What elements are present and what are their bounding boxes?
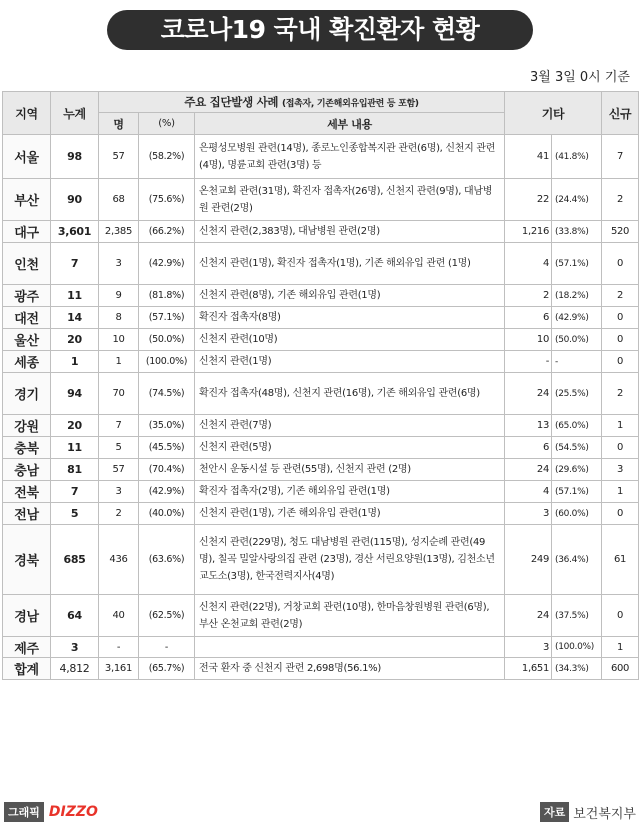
graphic-brand-logo: DIZZO [48,804,98,820]
table-row [3,415,639,437]
detail-cell: 신천지 관련(1명), 기존 해외유입 관련(1명) [195,503,505,525]
new-cases-cell: 0 [602,503,639,525]
table-row [3,481,639,503]
count-cell: 3 [99,481,139,503]
header-group-note: (접촉자, 기존해외유입관련 등 포함) [281,99,419,109]
percent-cell: - [139,637,195,658]
region-cell: 경북 [3,525,51,595]
etc-count-cell: 24 [505,373,552,415]
etc-percent-cell: (42.9%) [552,307,602,329]
etc-percent-cell: (36.4%) [552,525,602,595]
etc-count-cell: 13 [505,415,552,437]
etc-percent-cell: (100.0%) [552,637,602,658]
table-row [3,285,639,307]
etc-percent-cell: (18.2%) [552,285,602,307]
header-etc: 기타 [505,92,602,135]
graphic-label: 그래픽 [4,802,44,822]
new-cases-cell: 0 [602,307,639,329]
count-cell: 1 [99,351,139,373]
table-row [3,503,639,525]
header-total: 누계 [51,92,99,135]
detail-cell: 신천지 관련(10명) [195,329,505,351]
etc-count-cell: 3 [505,637,552,658]
etc-count-cell: - [505,351,552,373]
detail-cell: 신천지 관련(7명) [195,415,505,437]
count-cell: 57 [99,459,139,481]
etc-percent-cell: (25.5%) [552,373,602,415]
region-cell: 부산 [3,179,51,221]
total-cell: 3,601 [51,221,99,243]
new-cases-cell: 0 [602,437,639,459]
etc-count-cell: 1,651 [505,658,552,680]
region-cell: 전북 [3,481,51,503]
percent-cell: (62.5%) [139,595,195,637]
detail-cell: 신천지 관련(1명) [195,351,505,373]
etc-percent-cell: (29.6%) [552,459,602,481]
etc-count-cell: 2 [505,285,552,307]
etc-percent-cell: - [552,351,602,373]
table-row [3,595,639,637]
detail-cell: 확진자 접촉자(2명), 기존 해외유입 관련(1명) [195,481,505,503]
count-cell: 5 [99,437,139,459]
table-row [3,525,639,595]
total-cell: 20 [51,415,99,437]
detail-cell: 확진자 접촉자(48명), 신천지 관련(16명), 기존 해외유입 관련(6명) [195,373,505,415]
header-pct: (%) [139,113,195,135]
etc-count-cell: 4 [505,481,552,503]
total-cell: 3 [51,637,99,658]
new-cases-cell: 61 [602,525,639,595]
total-cell: 81 [51,459,99,481]
region-cell: 제주 [3,637,51,658]
percent-cell: (42.9%) [139,243,195,285]
region-cell: 강원 [3,415,51,437]
count-cell: 7 [99,415,139,437]
percent-cell: (74.5%) [139,373,195,415]
etc-percent-cell: (54.5%) [552,437,602,459]
table-row [3,329,639,351]
etc-count-cell: 10 [505,329,552,351]
detail-cell: 온천교회 관련(31명), 확진자 접촉자(26명), 신천지 관련(9명), 대남병원 관련(2명) [195,179,505,221]
region-cell: 대전 [3,307,51,329]
etc-percent-cell: (34.3%) [552,658,602,680]
total-cell: 90 [51,179,99,221]
count-cell: - [99,637,139,658]
page-title: 코로나19 국내 확진환자 현황 [107,10,533,50]
etc-percent-cell: (57.1%) [552,243,602,285]
etc-count-cell: 22 [505,179,552,221]
source-label: 자료 [540,802,569,822]
etc-count-cell: 1,216 [505,221,552,243]
region-cell: 충북 [3,437,51,459]
etc-count-cell: 6 [505,307,552,329]
new-cases-cell: 7 [602,135,639,179]
count-cell: 57 [99,135,139,179]
detail-cell: 전국 환자 중 신천지 관련 2,698명(56.1%) [195,658,505,680]
new-cases-cell: 0 [602,351,639,373]
percent-cell: (75.6%) [139,179,195,221]
total-cell: 4,812 [51,658,99,680]
percent-cell: (40.0%) [139,503,195,525]
total-cell: 94 [51,373,99,415]
detail-cell: 신천지 관련(22명), 거창교회 관련(10명), 한마음창원병원 관련(6명), 부산 온천교회 관련(2명) [195,595,505,637]
new-cases-cell: 1 [602,415,639,437]
etc-percent-cell: (41.8%) [552,135,602,179]
total-cell: 64 [51,595,99,637]
percent-cell: (65.7%) [139,658,195,680]
table-row [3,307,639,329]
new-cases-cell: 3 [602,459,639,481]
percent-cell: (66.2%) [139,221,195,243]
percent-cell: (100.0%) [139,351,195,373]
count-cell: 436 [99,525,139,595]
table-row [3,221,639,243]
count-cell: 2,385 [99,221,139,243]
region-cell: 세종 [3,351,51,373]
percent-cell: (42.9%) [139,481,195,503]
percent-cell: (63.6%) [139,525,195,595]
total-cell: 11 [51,437,99,459]
etc-count-cell: 6 [505,437,552,459]
header-group [99,92,505,113]
percent-cell: (57.1%) [139,307,195,329]
percent-cell: (81.8%) [139,285,195,307]
total-cell: 685 [51,525,99,595]
cases-table [2,91,639,680]
count-cell: 3,161 [99,658,139,680]
percent-cell: (58.2%) [139,135,195,179]
region-cell: 광주 [3,285,51,307]
percent-cell: (35.0%) [139,415,195,437]
count-cell: 70 [99,373,139,415]
table-row [3,243,639,285]
header-new: 신규 [602,92,639,135]
region-cell: 경남 [3,595,51,637]
table-row [3,459,639,481]
etc-percent-cell: (57.1%) [552,481,602,503]
detail-cell: 신천지 관련(229명), 청도 대남병원 관련(115명), 성지순례 관련(49명), 칠곡 밀알사랑의집 관련 (23명), 경산 서린요양원(13명), 김천소년교도소(3명), 한국전력지사(4명) [195,525,505,595]
percent-cell: (45.5%) [139,437,195,459]
total-cell: 20 [51,329,99,351]
header-detail: 세부 내용 [195,113,505,135]
header-count: 명 [99,113,139,135]
total-cell: 11 [51,285,99,307]
region-cell: 대구 [3,221,51,243]
total-cell: 98 [51,135,99,179]
new-cases-cell: 2 [602,285,639,307]
detail-cell: 신천지 관련(1명), 확진자 접촉자(1명), 기존 해외유입 관련 (1명) [195,243,505,285]
region-cell: 전남 [3,503,51,525]
region-cell: 충남 [3,459,51,481]
etc-count-cell: 24 [505,595,552,637]
new-cases-cell: 520 [602,221,639,243]
total-cell: 1 [51,351,99,373]
etc-count-cell: 4 [505,243,552,285]
etc-percent-cell: (33.8%) [552,221,602,243]
detail-cell: 신천지 관련(8명), 기존 해외유입 관련(1명) [195,285,505,307]
new-cases-cell: 0 [602,329,639,351]
source-name: 보건복지부 [573,806,636,822]
new-cases-cell: 2 [602,179,639,221]
new-cases-cell: 1 [602,637,639,658]
table-row [3,658,639,680]
total-cell: 7 [51,243,99,285]
table-row [3,179,639,221]
etc-percent-cell: (24.4%) [552,179,602,221]
table-row [3,437,639,459]
count-cell: 2 [99,503,139,525]
etc-count-cell: 249 [505,525,552,595]
table-row [3,135,639,179]
detail-cell: 천안시 운동시설 등 관련(55명), 신천지 관련 (2명) [195,459,505,481]
detail-cell: 은평성모병원 관련(14명), 종로노인종합복지관 관련(6명), 신천지 관련(4명), 명륜교회 관련(3명) 등 [195,135,505,179]
new-cases-cell: 0 [602,595,639,637]
etc-count-cell: 24 [505,459,552,481]
detail-cell [195,637,505,658]
header-region: 지역 [3,92,51,135]
table-row [3,351,639,373]
new-cases-cell: 2 [602,373,639,415]
table-row [3,637,639,658]
etc-count-cell: 41 [505,135,552,179]
region-cell: 서울 [3,135,51,179]
etc-percent-cell: (37.5%) [552,595,602,637]
region-cell: 인천 [3,243,51,285]
detail-cell: 확진자 접촉자(8명) [195,307,505,329]
total-cell: 14 [51,307,99,329]
count-cell: 3 [99,243,139,285]
etc-percent-cell: (65.0%) [552,415,602,437]
reference-date: 3월 3일 0시 기준 [529,70,630,85]
graphic-credit [4,802,98,822]
count-cell: 9 [99,285,139,307]
total-cell: 7 [51,481,99,503]
region-cell: 합계 [3,658,51,680]
source-credit [540,802,636,822]
new-cases-cell: 600 [602,658,639,680]
etc-count-cell: 3 [505,503,552,525]
etc-percent-cell: (50.0%) [552,329,602,351]
percent-cell: (50.0%) [139,329,195,351]
new-cases-cell: 0 [602,243,639,285]
total-cell: 5 [51,503,99,525]
count-cell: 8 [99,307,139,329]
percent-cell: (70.4%) [139,459,195,481]
new-cases-cell: 1 [602,481,639,503]
etc-percent-cell: (60.0%) [552,503,602,525]
region-cell: 경기 [3,373,51,415]
detail-cell: 신천지 관련(5명) [195,437,505,459]
table-row [3,373,639,415]
count-cell: 10 [99,329,139,351]
header-group-label: 주요 집단발생 사례 [184,95,279,109]
count-cell: 40 [99,595,139,637]
detail-cell: 신천지 관련(2,383명), 대남병원 관련(2명) [195,221,505,243]
count-cell: 68 [99,179,139,221]
region-cell: 울산 [3,329,51,351]
